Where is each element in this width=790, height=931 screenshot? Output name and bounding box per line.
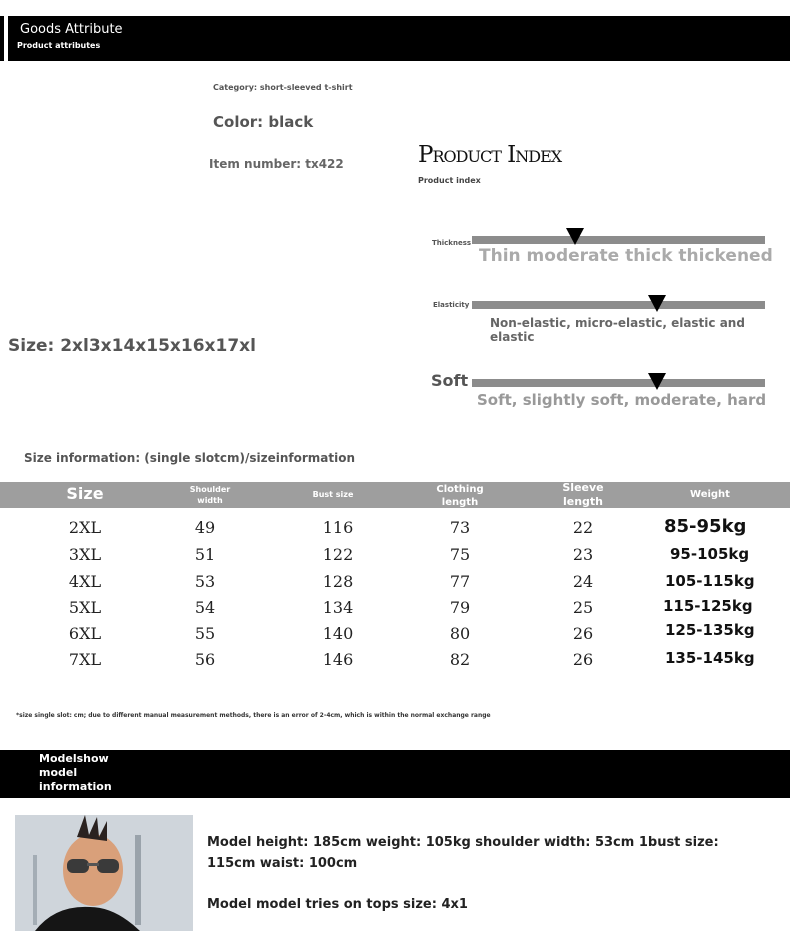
cell-sleeve: 24 <box>572 572 594 591</box>
cell-size: 3XL <box>68 545 102 564</box>
cell-bust: 140 <box>322 624 354 643</box>
th-sleeve-length: Sleeve length <box>562 481 604 508</box>
elasticity-indicator-arrow-icon <box>648 295 666 312</box>
cell-bust: 122 <box>322 545 354 564</box>
cell-size: 4XL <box>68 572 102 591</box>
cell-sleeve: 23 <box>572 545 594 564</box>
cell-weight: 85-95kg <box>664 516 747 537</box>
cell-size: 7XL <box>68 650 102 669</box>
color-text: Color: black <box>213 113 314 131</box>
cell-shoulder: 54 <box>194 598 216 617</box>
thickness-desc: Thin moderate thick thickened <box>479 246 773 266</box>
cell-length: 79 <box>449 598 471 617</box>
th-bust-size: Bust size <box>312 490 354 499</box>
cell-weight: 115-125kg <box>663 597 753 615</box>
thickness-label: Thickness <box>432 239 472 247</box>
cell-shoulder: 49 <box>194 518 216 537</box>
soft-indicator-arrow-icon <box>648 373 666 390</box>
cell-shoulder: 56 <box>194 650 216 669</box>
model-photo <box>15 815 193 931</box>
product-index-subtitle: Product index <box>418 176 481 185</box>
soft-label: Soft <box>431 371 469 390</box>
cell-length: 80 <box>449 624 471 643</box>
cell-size: 6XL <box>68 624 102 643</box>
soft-track <box>472 379 765 387</box>
cell-bust: 116 <box>322 518 354 537</box>
item-number-text: Item number: tx422 <box>209 157 344 171</box>
elasticity-track <box>472 301 765 309</box>
cell-length: 75 <box>449 545 471 564</box>
th-shoulder-width: Shoulder width <box>189 485 231 505</box>
th-size: Size <box>66 484 104 503</box>
product-index-title: Product Index <box>418 142 562 168</box>
cell-bust: 128 <box>322 572 354 591</box>
cell-bust: 146 <box>322 650 354 669</box>
cell-length: 77 <box>449 572 471 591</box>
cell-shoulder: 51 <box>194 545 216 564</box>
cell-sleeve: 26 <box>572 650 594 669</box>
cell-weight: 95-105kg <box>670 545 750 563</box>
cell-sleeve: 26 <box>572 624 594 643</box>
header-title: Goods Attribute <box>20 22 123 37</box>
size-table-header <box>0 482 790 508</box>
soft-desc: Soft, slightly soft, moderate, hard <box>477 391 767 409</box>
cell-shoulder: 55 <box>194 624 216 643</box>
category-text: Category: short-sleeved t-shirt <box>213 83 353 92</box>
thickness-indicator-arrow-icon <box>566 228 584 245</box>
model-measurements-text: Model height: 185cm weight: 105kg shoulder width: 53cm 1bust size: 115cm waist: 100cm <box>207 835 719 871</box>
size-information-caption: Size information: (single slotcm)/sizeinformation <box>24 451 355 465</box>
cell-weight: 125-135kg <box>665 621 755 639</box>
cell-size: 2XL <box>68 518 102 537</box>
cell-weight: 135-145kg <box>665 649 755 667</box>
cell-length: 82 <box>449 650 471 669</box>
model-tries-text: Model model tries on tops size: 4x1 <box>207 897 468 912</box>
model-photo-illustration <box>15 815 193 931</box>
cell-size: 5XL <box>68 598 102 617</box>
cell-length: 73 <box>449 518 471 537</box>
cell-weight: 105-115kg <box>665 572 755 590</box>
measurement-note: *size single slot: cm; due to different manual measurement methods, there is an error of 2-4cm, which is within the normal exchange range <box>16 712 491 719</box>
cell-sleeve: 25 <box>572 598 594 617</box>
header-accent-bar <box>4 16 8 61</box>
cell-sleeve: 22 <box>572 518 594 537</box>
size-list-text: Size: 2xl3x14x15x16x17xl <box>8 336 256 356</box>
th-clothing-length: Clothing length <box>436 484 484 508</box>
elasticity-label: Elasticity <box>433 301 470 309</box>
header-subtitle: Product attributes <box>17 41 101 50</box>
thickness-track <box>472 236 765 244</box>
cell-bust: 134 <box>322 598 354 617</box>
model-header-title: Modelshow model information <box>39 752 112 793</box>
elasticity-desc: Non-elastic, micro-elastic, elastic and elastic <box>490 316 745 344</box>
cell-shoulder: 53 <box>194 572 216 591</box>
th-weight: Weight <box>690 489 730 500</box>
